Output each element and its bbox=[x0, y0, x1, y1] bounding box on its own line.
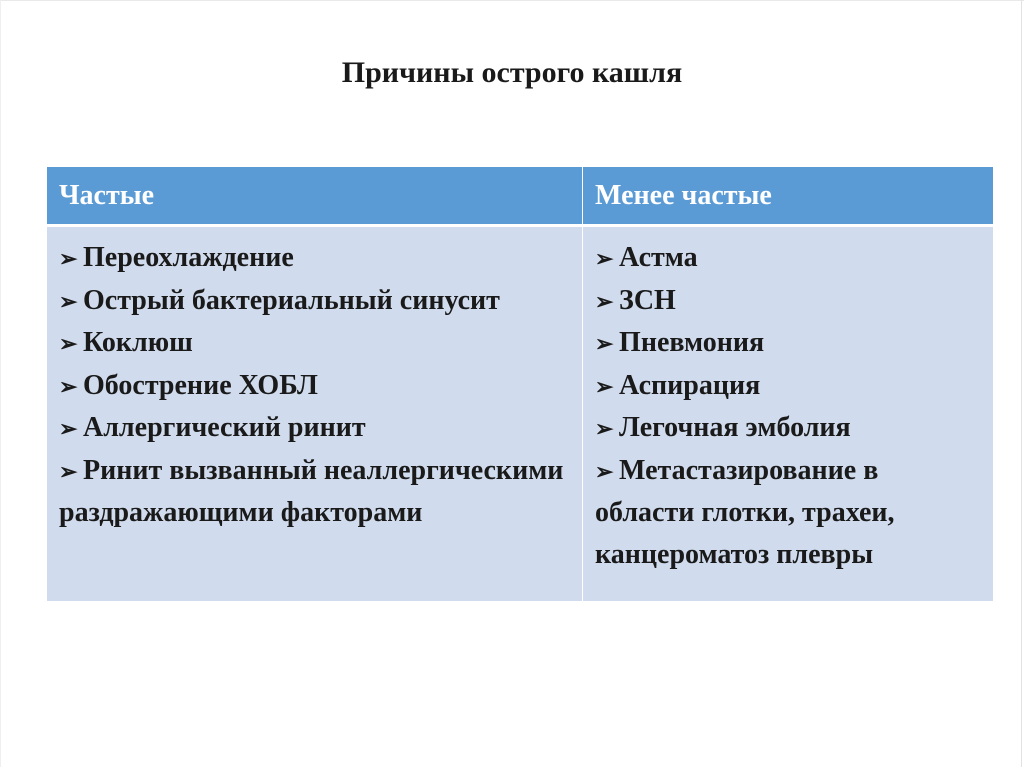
slide-left-border bbox=[0, 0, 1, 767]
list-item-text: Астма bbox=[619, 242, 698, 273]
arrow-bullet-icon: ➢ bbox=[59, 373, 78, 399]
causes-table bbox=[46, 166, 994, 602]
list-item bbox=[595, 237, 981, 280]
less-frequent-causes-cell bbox=[583, 226, 994, 602]
frequent-causes-list bbox=[59, 237, 570, 534]
less-frequent-causes-list bbox=[595, 237, 981, 575]
table-header-row bbox=[47, 167, 994, 226]
frequent-causes-cell bbox=[47, 226, 583, 602]
arrow-bullet-icon: ➢ bbox=[59, 331, 78, 356]
list-item bbox=[595, 450, 981, 576]
arrow-bullet-icon: ➢ bbox=[59, 458, 78, 484]
arrow-bullet-icon: ➢ bbox=[595, 288, 614, 314]
list-item-text: Аспирация bbox=[619, 369, 761, 401]
slide-title: Причины острого кашля bbox=[341, 56, 683, 89]
arrow-bullet-icon: ➢ bbox=[595, 373, 614, 399]
slide-right-border bbox=[1021, 0, 1022, 767]
list-item-text: Пневмония bbox=[619, 327, 765, 358]
list-item-text: Коклюш bbox=[83, 327, 193, 358]
header-less-frequent: Менее частые bbox=[583, 167, 994, 226]
list-item-text: Ринит вызванный неаллергическими раздражающими факторами bbox=[59, 454, 564, 528]
list-item-text: Легочная эмболия bbox=[619, 412, 851, 443]
list-item bbox=[59, 450, 570, 534]
list-item-text: ЗСН bbox=[619, 284, 676, 316]
arrow-bullet-icon: ➢ bbox=[59, 288, 78, 314]
list-item bbox=[595, 365, 981, 408]
list-item bbox=[595, 322, 981, 365]
slide-top-border bbox=[0, 0, 1024, 1]
list-item-text: Метастазирование в области глотки, трахеи, канцероматоз плевры bbox=[595, 454, 895, 570]
arrow-bullet-icon: ➢ bbox=[595, 246, 614, 271]
list-item-text: Аллергический ринит bbox=[83, 412, 366, 443]
arrow-bullet-icon: ➢ bbox=[595, 416, 614, 441]
list-item-text: Обострение ХОБЛ bbox=[83, 369, 318, 401]
list-item bbox=[59, 280, 570, 323]
table-body-row bbox=[47, 226, 994, 602]
arrow-bullet-icon: ➢ bbox=[59, 416, 78, 441]
arrow-bullet-icon: ➢ bbox=[595, 331, 614, 356]
arrow-bullet-icon: ➢ bbox=[595, 458, 614, 484]
header-frequent: Частые bbox=[47, 167, 583, 226]
list-item bbox=[595, 280, 981, 323]
list-item bbox=[595, 407, 981, 450]
list-item bbox=[59, 407, 570, 450]
list-item bbox=[59, 322, 570, 365]
list-item-text: Переохлаждение bbox=[83, 242, 294, 273]
list-item bbox=[59, 237, 570, 280]
list-item bbox=[59, 365, 570, 408]
arrow-bullet-icon: ➢ bbox=[59, 246, 78, 271]
list-item-text: Острый бактериальный синусит bbox=[83, 284, 500, 316]
